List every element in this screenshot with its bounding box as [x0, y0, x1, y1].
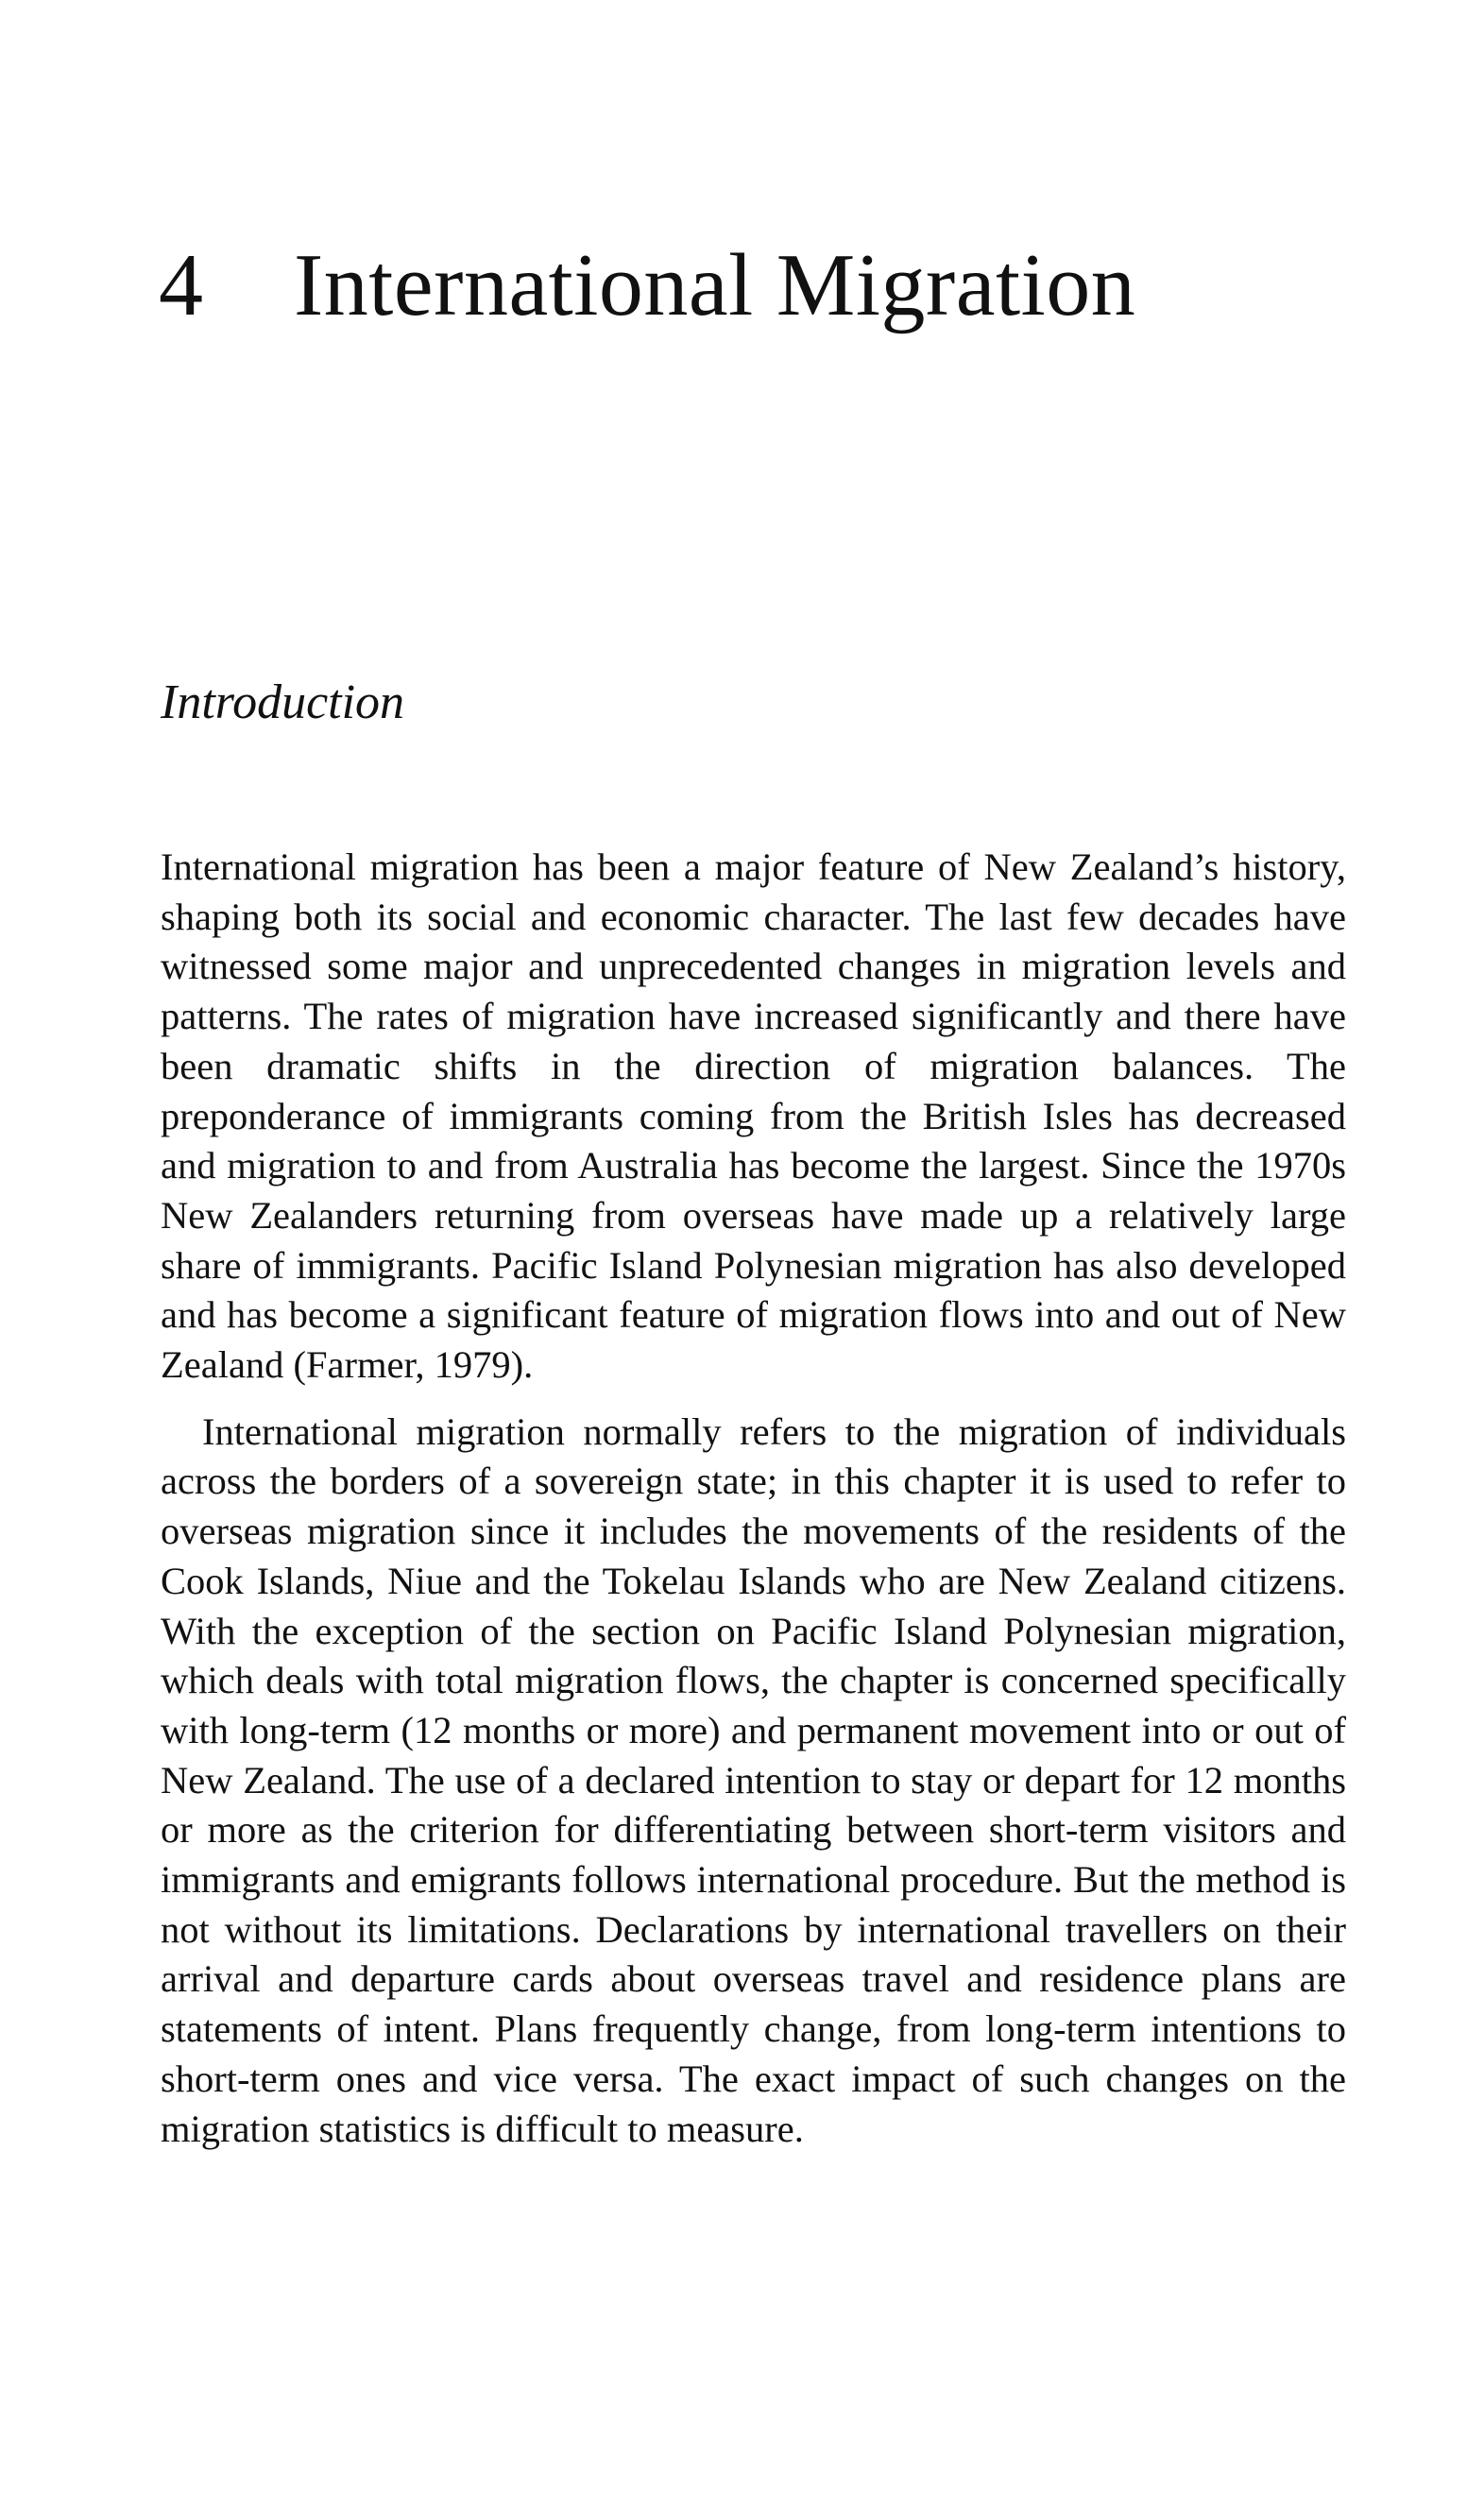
- chapter-heading: [159, 236, 1136, 364]
- chapter-number: 4: [159, 236, 203, 334]
- body-text: [161, 843, 1346, 2154]
- chapter-title: International Migration: [294, 236, 1136, 334]
- section-heading: Introduction: [161, 675, 405, 729]
- paragraph: International migration normally refers to the migration of individuals across the borders of a sovereign state; in this chapter it is used to refer to overseas migration since it includes the movements of the residents of the Cook Islands, Niue and the Tokelau Islands who are New Zealand citizens. With the exception of the section on Pacific Island Polynesian migration, which deals with total migration flows, the chapter is concerned specifically with long-term (12 months or more) and permanent movement into or out of New Zealand. The use of a declared intention to stay or depart for 12 months or more as the criterion for differentiating between short-term visitors and immigrants and emigrants follows international procedure. But the method is not without its limitations. Declarations by international travellers on their arrival and departure cards about overseas travel and residence plans are statements of intent. Plans frequently change, from long-term intentions to short-term ones and vice versa. The exact impact of such changes on the migration statistics is difficult to measure.: [161, 1409, 1346, 2150]
- paragraph: International migration has been a major feature of New Zealand’s history, shaping both its social and economic character. The last few decades have witnessed some major and unprecedented changes in migration levels and patterns. The rates of migration have increased significantly and there have been dramatic shifts in the direction of migration balances. The preponderance of immigrants coming from the British Isles has decreased and migration to and from Australia has become the largest. Since the 1970s New Zealanders returning from overseas have made up a relatively large share of immigrants. Pacific Island Polynesian migration has also developed and has become a significant feature of migration flows into and out of New Zealand (Farmer, 1979).: [161, 845, 1346, 1387]
